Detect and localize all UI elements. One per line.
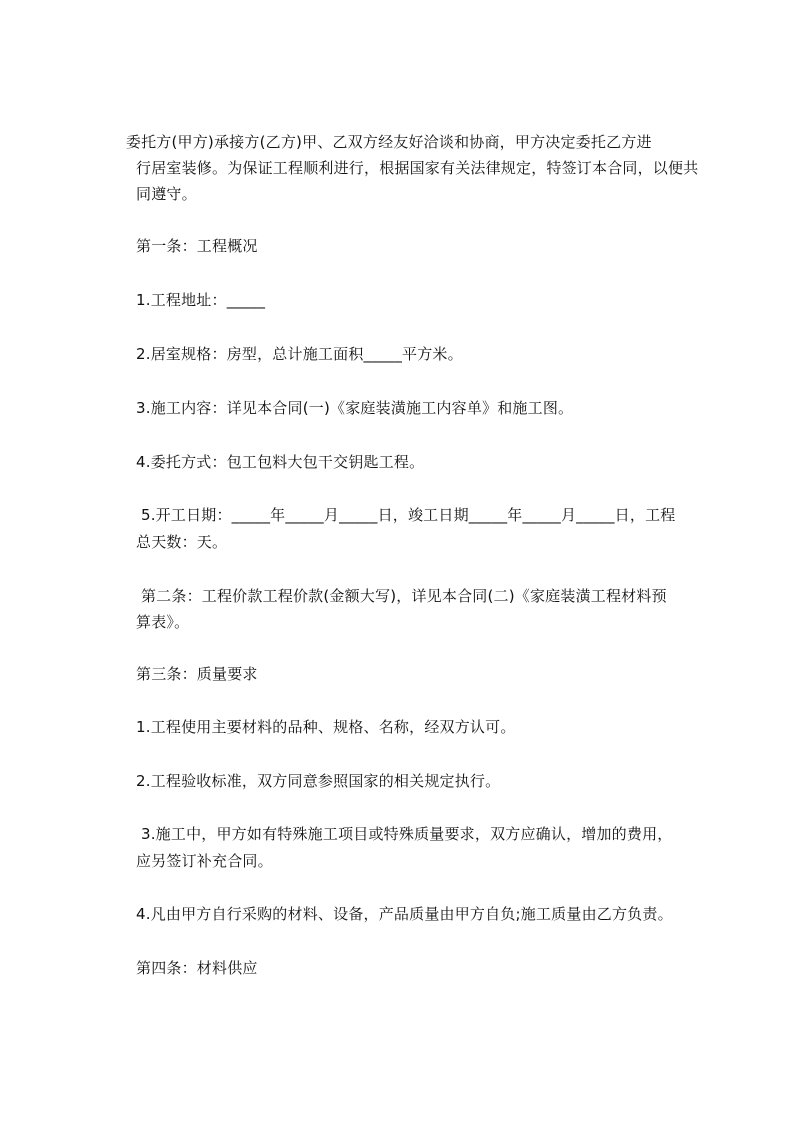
article1-heading: 第一条：工程概况 (136, 237, 258, 255)
article3-item-2: 2.工程验收标准，双方同意参照国家的相关规定执行。 (136, 772, 501, 790)
article1-item-5-line-2: 总天数：天。 (136, 533, 228, 551)
article3-item-1: 1.工程使用主要材料的品种、规格、名称，经双方认可。 (136, 718, 516, 736)
article1-item-5-line-1: 5.开工日期：_____年_____月_____日，竣工日期_____年_____月_____日，工程 (136, 506, 676, 524)
article3-item-4: 4.凡由甲方自行采购的材料、设备，产品质量由甲方自负;施工质量由乙方负责。 (136, 905, 673, 923)
intro-line-1: 委托方(甲方)承接方(乙方)甲、乙双方经友好洽谈和协商，甲方决定委托乙方进 (106, 133, 652, 151)
article4-heading: 第四条：材料供应 (136, 959, 258, 977)
intro-line-2: 行居室装修。为保证工程顺利进行，根据国家有关法律规定，特签订本合同，以便共 (136, 159, 699, 177)
intro-line-3: 同遵守。 (136, 185, 197, 203)
article1-item-3: 3.施工内容：详见本合同(一)《家庭装潢施工内容单》和施工图。 (136, 399, 574, 417)
article1-item-1: 1.工程地址：_____ (136, 291, 266, 309)
article3-item-3-line-2: 应另签订补充合同。 (136, 852, 273, 870)
article2-line-2: 算表》。 (136, 613, 190, 631)
article1-item-4: 4.委托方式：包工包料大包干交钥匙工程。 (136, 453, 425, 471)
article3-item-3-line-1: 3.施工中，甲方如有特殊施工项目或特殊质量要求，双方应确认，增加的费用， (136, 825, 673, 843)
article3-heading: 第三条：质量要求 (136, 665, 258, 683)
article2-line-1: 第二条：工程价款工程价款(金额大写)，详见本合同(二)《家庭装潢工程材料预 (136, 587, 667, 605)
article1-item-2: 2.居室规格：房型，总计施工面积_____平方米。 (136, 345, 463, 363)
